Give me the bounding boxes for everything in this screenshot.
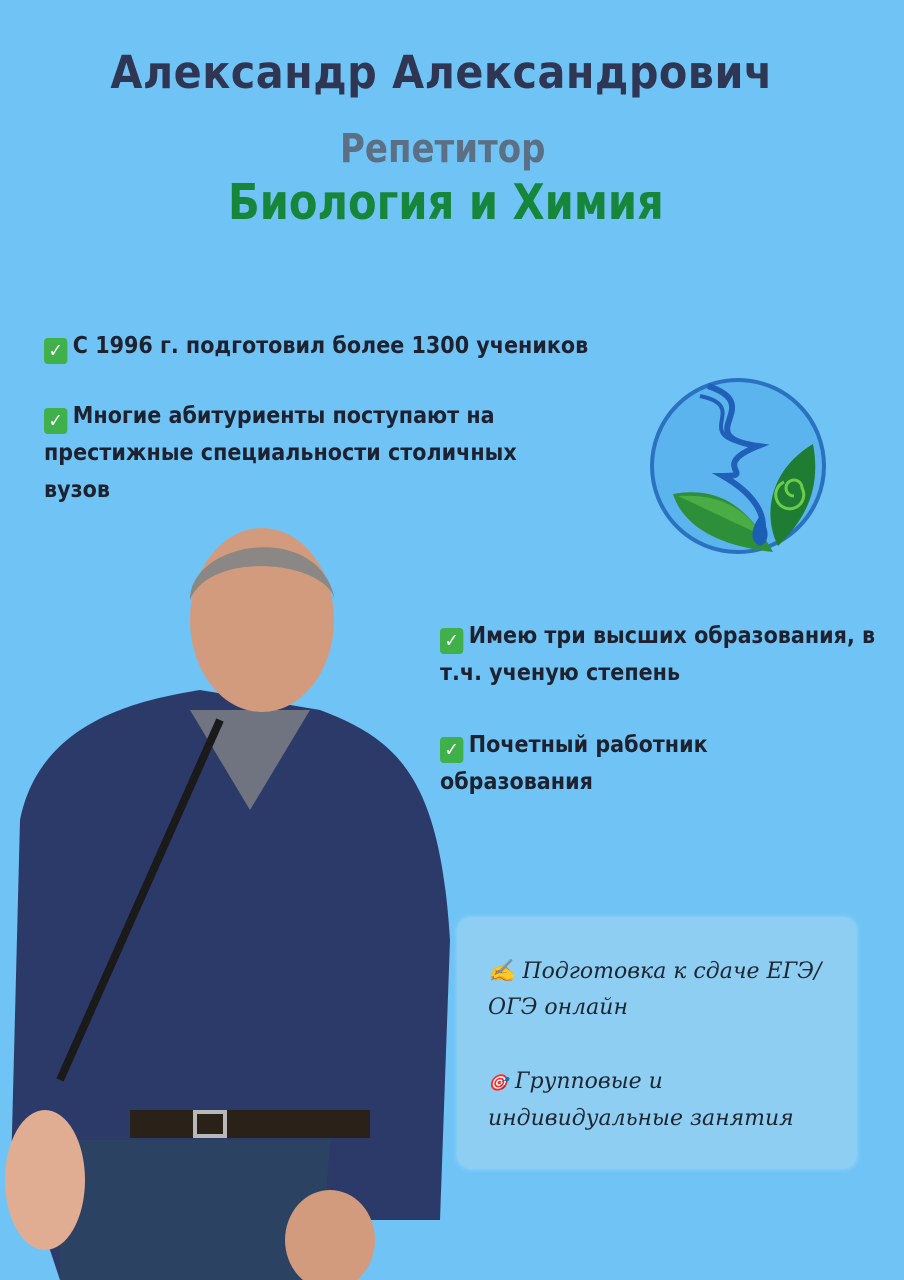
service-exam-prep [488, 954, 828, 1026]
fact-text: Многие абитуриенты поступают на престижные специальности столичных вузов [44, 403, 517, 503]
services-card [458, 918, 856, 1168]
service-text: Подготовка к сдаче ЕГЭ/ОГЭ онлайн [488, 959, 822, 1020]
service-text: Групповые и индивидуальные занятия [488, 1069, 794, 1131]
service-lessons [488, 1064, 848, 1137]
fact-education [440, 618, 904, 692]
tutor-photo [0, 520, 470, 1280]
tutor-role: Репетитор [340, 126, 546, 172]
fact-text: Почетный работник образования [440, 732, 708, 795]
fact-text: С 1996 г. подготовил более 1300 учеников [72, 333, 589, 359]
check-mark-icon: ✓ [440, 628, 463, 654]
writing-hand-icon: ✍ [488, 959, 516, 984]
biology-logo [648, 376, 828, 556]
check-mark-icon: ✓ [44, 408, 67, 434]
subjects-title: Биология и Химия [228, 174, 664, 231]
check-mark-icon: ✓ [44, 338, 67, 364]
target-icon: 🎯 [488, 1073, 508, 1092]
check-mark-icon: ✓ [440, 737, 463, 763]
fact-text: Имею три высших образования, в т.ч. ученую степень [440, 623, 876, 686]
tutor-name: Александр Александрович [110, 46, 773, 99]
fact-students [44, 328, 674, 365]
fact-honor [440, 727, 800, 801]
fact-universities [44, 398, 584, 509]
